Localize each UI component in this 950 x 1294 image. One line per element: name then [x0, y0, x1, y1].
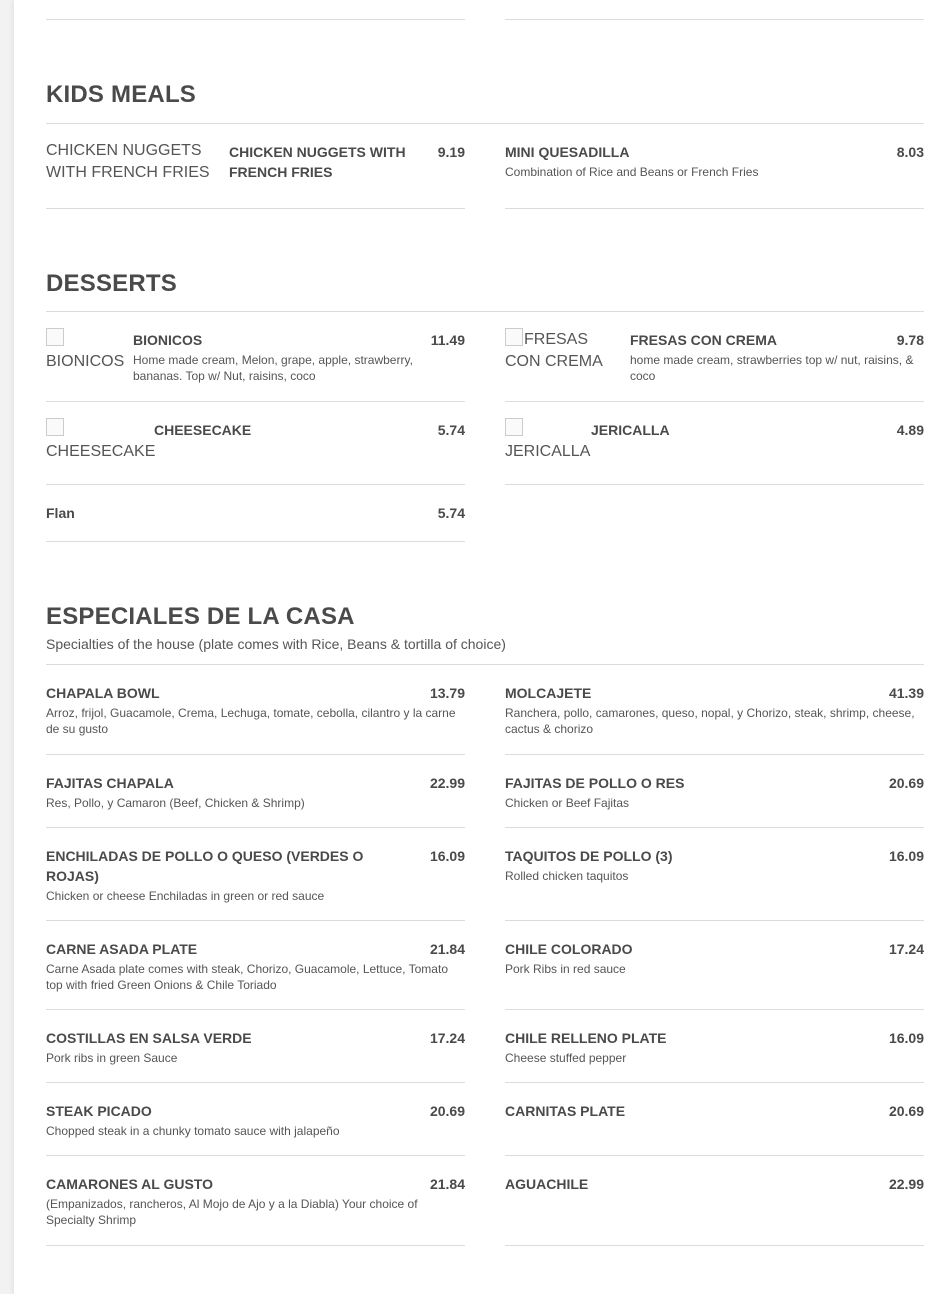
menu-item[interactable]: [505, 402, 924, 485]
broken-image-icon: [46, 328, 64, 346]
menu-grid: [46, 665, 924, 1246]
section-especiales: [46, 603, 924, 1246]
item-price: 5.74: [437, 422, 465, 438]
item-description: Arroz, frijol, Guacamole, Crema, Lechuga, tomate, cebolla, cilantro y la carne de su gusto: [46, 706, 456, 736]
item-name[interactable]: CHICKEN NUGGETS WITH FRENCH FRIES: [229, 144, 406, 180]
item-image[interactable]: [505, 328, 620, 401]
item-price: 9.78: [896, 332, 924, 348]
item-body: [229, 142, 465, 208]
divider: [505, 19, 924, 20]
item-header: [505, 846, 924, 866]
item-name[interactable]: FAJITAS CHAPALA: [46, 775, 174, 791]
divider: [46, 19, 465, 20]
item-price: 5.74: [437, 505, 465, 521]
item-description: Chicken or Beef Fajitas: [505, 796, 630, 810]
menu-page: [14, 0, 950, 1294]
image-alt-text: JERICALLA: [505, 443, 591, 460]
item-price: 22.99: [888, 1176, 924, 1192]
item-header: [46, 503, 465, 523]
item-description: Pork ribs in green Sauce: [46, 1051, 178, 1065]
item-price: 13.79: [429, 685, 465, 701]
item-header: [46, 1174, 465, 1194]
item-body: [133, 330, 465, 401]
item-price: 11.49: [430, 332, 465, 348]
menu-item[interactable]: [505, 1010, 924, 1083]
item-name[interactable]: MOLCAJETE: [505, 685, 592, 701]
item-header: [630, 330, 924, 350]
item-name[interactable]: FRESAS CON CREMA: [630, 332, 778, 348]
item-price: 9.19: [437, 144, 465, 160]
item-price: 21.84: [429, 1176, 465, 1192]
item-body: [505, 773, 924, 827]
section-title: ESPECIALES DE LA CASA: [46, 603, 355, 630]
item-header: [505, 1101, 924, 1121]
menu-item[interactable]: [46, 124, 465, 209]
item-body: [46, 503, 465, 541]
item-description: Carne Asada plate comes with steak, Chorizo, Guacamole, Lettuce, Tomato top with fried Green Onions & Chile Toriado: [46, 962, 448, 992]
item-price: 22.99: [429, 775, 465, 791]
item-name[interactable]: CHILE RELLENO PLATE: [505, 1030, 667, 1046]
item-body: [46, 683, 465, 754]
item-header: [505, 683, 924, 703]
menu-item[interactable]: [505, 828, 924, 921]
menu-item[interactable]: [46, 828, 465, 921]
item-body: [46, 939, 465, 1009]
item-price: 17.24: [888, 941, 924, 957]
item-header: [46, 939, 465, 959]
menu-item[interactable]: [46, 755, 465, 828]
item-name[interactable]: CHEESECAKE: [154, 422, 252, 438]
item-header: [46, 1101, 465, 1121]
item-price: 4.89: [896, 422, 924, 438]
item-header: [505, 142, 924, 162]
menu-item[interactable]: [505, 312, 924, 402]
item-price: 21.84: [429, 941, 465, 957]
item-price: 16.09: [888, 848, 924, 864]
item-body: [46, 773, 465, 827]
menu-item[interactable]: [505, 1083, 924, 1156]
item-description: (Empanizados, rancheros, Al Mojo de Ajo y a la Diabla) Your choice of Specialty Shrimp: [46, 1197, 418, 1227]
menu-item[interactable]: [46, 1156, 465, 1246]
item-body: [505, 142, 924, 208]
item-header: [46, 773, 465, 793]
item-header: [591, 420, 924, 440]
menu-item[interactable]: [505, 124, 924, 209]
menu-item[interactable]: [46, 1083, 465, 1156]
menu-item[interactable]: [46, 312, 465, 402]
item-header: [46, 683, 465, 703]
item-body: [46, 1174, 465, 1245]
item-name[interactable]: AGUACHILE: [505, 1176, 589, 1192]
item-image[interactable]: [46, 418, 156, 484]
item-header: [46, 1028, 465, 1048]
item-header: [154, 420, 465, 440]
item-description: Ranchera, pollo, camarones, queso, nopal, y Chorizo, steak, shrimp, cheese, cactus & chorizo: [505, 706, 915, 736]
item-body: [46, 1028, 465, 1082]
item-description: Home made cream, Melon, grape, apple, strawberry, bananas. Top w/ Nut, raisins, coco: [133, 353, 413, 383]
item-body: [505, 1028, 924, 1082]
item-header: [505, 1028, 924, 1048]
item-name[interactable]: JERICALLA: [591, 422, 670, 438]
menu-content: [46, 0, 924, 1246]
image-alt-text: CHEESECAKE: [46, 443, 156, 460]
menu-item[interactable]: [505, 1156, 924, 1246]
menu-item[interactable]: [505, 665, 924, 755]
item-header: [46, 846, 465, 886]
item-name[interactable]: CAMARONES AL GUSTO: [46, 1176, 213, 1192]
broken-image-icon: [46, 418, 64, 436]
broken-image-icon: [505, 328, 523, 346]
item-name[interactable]: CHAPALA BOWL: [46, 685, 160, 701]
item-price: 20.69: [888, 775, 924, 791]
item-name[interactable]: ENCHILADAS DE POLLO O QUESO (VERDES O ROJAS): [46, 848, 364, 884]
item-header: [505, 1174, 924, 1194]
item-price: 41.39: [888, 685, 924, 701]
item-name[interactable]: Flan: [46, 505, 75, 521]
item-name[interactable]: CARNE ASADA PLATE: [46, 941, 198, 957]
item-price: 8.03: [896, 144, 924, 160]
menu-item[interactable]: [46, 402, 465, 485]
section-desserts: [46, 270, 924, 542]
item-description: home made cream, strawberries top w/ nut, raisins, & coco: [630, 353, 914, 383]
item-body: [154, 420, 465, 484]
item-header: [505, 939, 924, 959]
item-image[interactable]: [505, 418, 591, 484]
menu-grid: [46, 312, 924, 542]
section-kids-meals: [46, 81, 924, 209]
item-description: Chopped steak in a chunky tomato sauce with jalapeño: [46, 1124, 340, 1138]
image-alt-text: FRESAS CON CREMA: [505, 331, 603, 370]
item-header: [505, 773, 924, 793]
item-body: [505, 1174, 924, 1245]
item-body: [630, 330, 924, 401]
item-image[interactable]: CHICKEN NUGGETS WITH FRENCH FRIES: [46, 142, 210, 181]
broken-image-icon: [505, 418, 523, 436]
item-body: [505, 939, 924, 1009]
item-price: 16.09: [429, 848, 465, 864]
menu-item[interactable]: [46, 1010, 465, 1083]
menu-item[interactable]: [46, 665, 465, 755]
item-price: 16.09: [888, 1030, 924, 1046]
menu-grid: [46, 124, 924, 209]
item-name[interactable]: FAJITAS DE POLLO O RES: [505, 775, 685, 791]
section-title: KIDS MEALS: [46, 81, 197, 108]
item-header: [229, 142, 465, 182]
item-name[interactable]: MINI QUESADILLA: [505, 144, 630, 160]
menu-item[interactable]: [46, 921, 465, 1010]
previous-section-bottom: [46, 0, 924, 20]
item-name[interactable]: TAQUITOS DE POLLO (3): [505, 848, 673, 864]
section-title: DESSERTS: [46, 270, 177, 297]
item-header: [133, 330, 465, 350]
item-price: 20.69: [888, 1103, 924, 1119]
item-body: [505, 683, 924, 754]
item-description: Combination of Rice and Beans or French Fries: [505, 165, 759, 179]
item-description: Chicken or cheese Enchiladas in green or red sauce: [46, 889, 325, 903]
item-body: [591, 420, 924, 484]
item-description: Pork Ribs in red sauce: [505, 962, 626, 976]
item-image[interactable]: [46, 328, 126, 401]
item-name[interactable]: STEAK PICADO: [46, 1103, 152, 1119]
item-price: 17.24: [429, 1030, 465, 1046]
item-name[interactable]: BIONICOS: [133, 332, 203, 348]
item-description: Cheese stuffed pepper: [505, 1051, 627, 1065]
menu-item[interactable]: [505, 755, 924, 828]
section-subtitle: Specialties of the house (plate comes with Rice, Beans & tortilla of choice): [46, 636, 506, 652]
item-body: [505, 846, 924, 920]
item-name[interactable]: CARNITAS PLATE: [505, 1103, 626, 1119]
image-alt-text: BIONICOS: [46, 353, 125, 370]
item-name[interactable]: CHILE COLORADO: [505, 941, 633, 957]
item-body: [505, 1101, 924, 1155]
item-price: 20.69: [429, 1103, 465, 1119]
item-body: [46, 1101, 465, 1155]
item-description: Res, Pollo, y Camaron (Beef, Chicken & Shrimp): [46, 796, 305, 810]
menu-item[interactable]: [46, 485, 465, 542]
item-body: [46, 846, 465, 920]
menu-item[interactable]: [505, 921, 924, 1010]
item-description: Rolled chicken taquitos: [505, 869, 629, 883]
item-name[interactable]: COSTILLAS EN SALSA VERDE: [46, 1030, 252, 1046]
